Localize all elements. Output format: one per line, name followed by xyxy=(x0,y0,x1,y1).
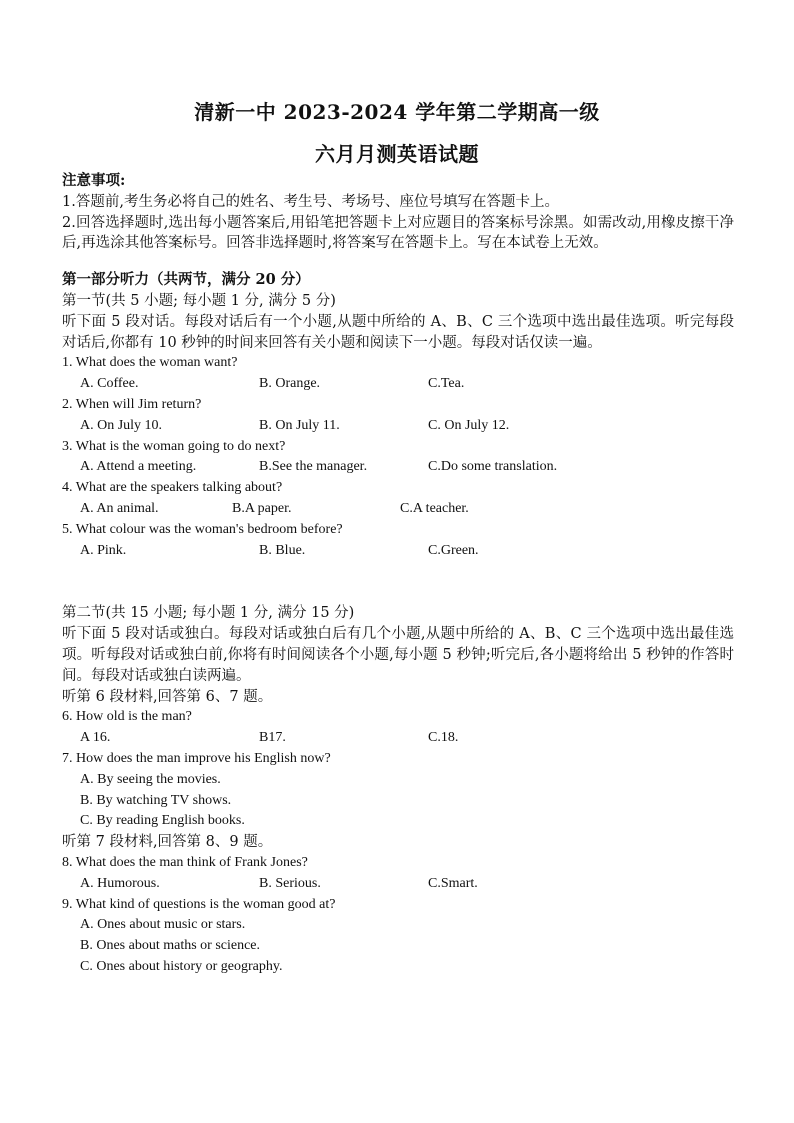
notes-heading: 注意事项: xyxy=(62,172,126,189)
section2-heading: 第二节(共 15 小题; 每小题 1 分, 满分 15 分) xyxy=(62,605,355,622)
notes-item-1: 1.答题前,考生务必将自己的姓名、考生号、考场号、座位号填写在答题卡上。 xyxy=(62,193,559,210)
option-c: C. Ones about history or geography. xyxy=(80,958,283,974)
question-4: 4. What are the speakers talking about? xyxy=(62,480,283,496)
option-c: C. By reading English books. xyxy=(80,813,245,829)
question-2: 2. When will Jim return? xyxy=(62,396,202,412)
section2-instructions: 听下面 5 段对话或独白。每段对话或独白后有几个小题,从题中所给的 A、B、C 三个选项中选出最佳选项。听每段对话或独白前,你将有时间阅读各个小题,每小题 5 秒钟;听完后,各小题将给出 5 秒钟的作答时间。每段对话或独白读两遍。 xyxy=(62,626,734,684)
options-q8 xyxy=(62,874,734,895)
question-6: 6. How old is the man? xyxy=(62,709,192,725)
question-1: 1. What does the woman want? xyxy=(62,355,238,371)
option-b: B. Ones about maths or science. xyxy=(80,938,261,954)
option-c: C.A teacher. xyxy=(400,500,469,516)
option-a: A. Coffee. xyxy=(80,376,139,392)
exam-content xyxy=(62,171,734,978)
option-a: A. Pink. xyxy=(80,542,127,558)
section1-instructions: 听下面 5 段对话。每段对话后有一个小题,从题中所给的 A、B、C 三个选项中选出最佳选项。听完每段对话后,你都有 10 秒钟的时间来回答有关小题和阅读下一小题。每段对话仅读一遍。 xyxy=(62,313,734,351)
option-c: C.Tea. xyxy=(428,376,465,392)
option-b: B17. xyxy=(259,730,286,746)
spacer xyxy=(62,254,734,270)
question-3: 3. What is the woman going to do next? xyxy=(62,438,286,454)
option-b: B. Serious. xyxy=(259,875,321,891)
option-c: C.Green. xyxy=(428,542,479,558)
option-a: A. Ones about music or stars. xyxy=(80,917,246,933)
option-b: B. Orange. xyxy=(259,376,321,392)
option-a: A. Humorous. xyxy=(80,875,160,891)
question-9: 9. What kind of questions is the woman good at? xyxy=(62,896,336,912)
part1-heading: 第一部分听力（共两节，满分 20 分） xyxy=(62,271,310,289)
exam-title-line2: 六月月测英语试题 xyxy=(315,142,479,166)
option-c: C.Do some translation. xyxy=(428,459,558,475)
option-a: A. On July 10. xyxy=(80,417,163,433)
options-q4 xyxy=(62,499,734,520)
question-8: 8. What does the man think of Frank Jones? xyxy=(62,854,308,870)
section1-heading: 第一节(共 5 小题; 每小题 1 分, 满分 5 分) xyxy=(62,292,336,309)
options-q7 xyxy=(62,770,734,832)
option-a: A 16. xyxy=(80,730,111,746)
options-q2 xyxy=(62,416,734,437)
options-q6 xyxy=(62,728,734,749)
option-a: A. By seeing the movies. xyxy=(80,771,221,787)
option-a: A. Attend a meeting. xyxy=(80,459,197,475)
option-c: C.Smart. xyxy=(428,875,478,891)
exam-title-line1: 清新一中 2023-2024 学年第二学期高一级 xyxy=(194,100,600,124)
question-7: 7. How does the man improve his English now? xyxy=(62,750,331,766)
option-a: A. An animal. xyxy=(80,500,159,516)
option-b: B.See the manager. xyxy=(259,459,368,475)
option-b: B. Blue. xyxy=(259,542,306,558)
question-5: 5. What colour was the woman's bedroom before? xyxy=(62,521,343,537)
option-b: B. By watching TV shows. xyxy=(80,792,232,808)
material-6-note: 听第 6 段材料,回答第 6、7 题。 xyxy=(62,688,273,705)
option-c: C.18. xyxy=(428,730,459,746)
options-q1 xyxy=(62,374,734,395)
notes-item-2: 2.回答选择题时,选出每小题答案后,用铅笔把答题卡上对应题目的答案标号涂黑。如需改动,用橡皮擦干净后,再选涂其他答案标号。回答非选择题时,将答案写在答题卡上。写在本试卷上无效。 xyxy=(62,214,734,252)
options-q5 xyxy=(62,541,734,562)
material-7-note: 听第 7 段材料,回答第 8、9 题。 xyxy=(62,834,273,851)
options-q3 xyxy=(62,457,734,478)
spacer xyxy=(62,561,734,603)
option-b: B.A paper. xyxy=(232,500,292,516)
option-c: C. On July 12. xyxy=(428,417,510,433)
options-q9 xyxy=(62,915,734,977)
option-b: B. On July 11. xyxy=(259,417,340,433)
